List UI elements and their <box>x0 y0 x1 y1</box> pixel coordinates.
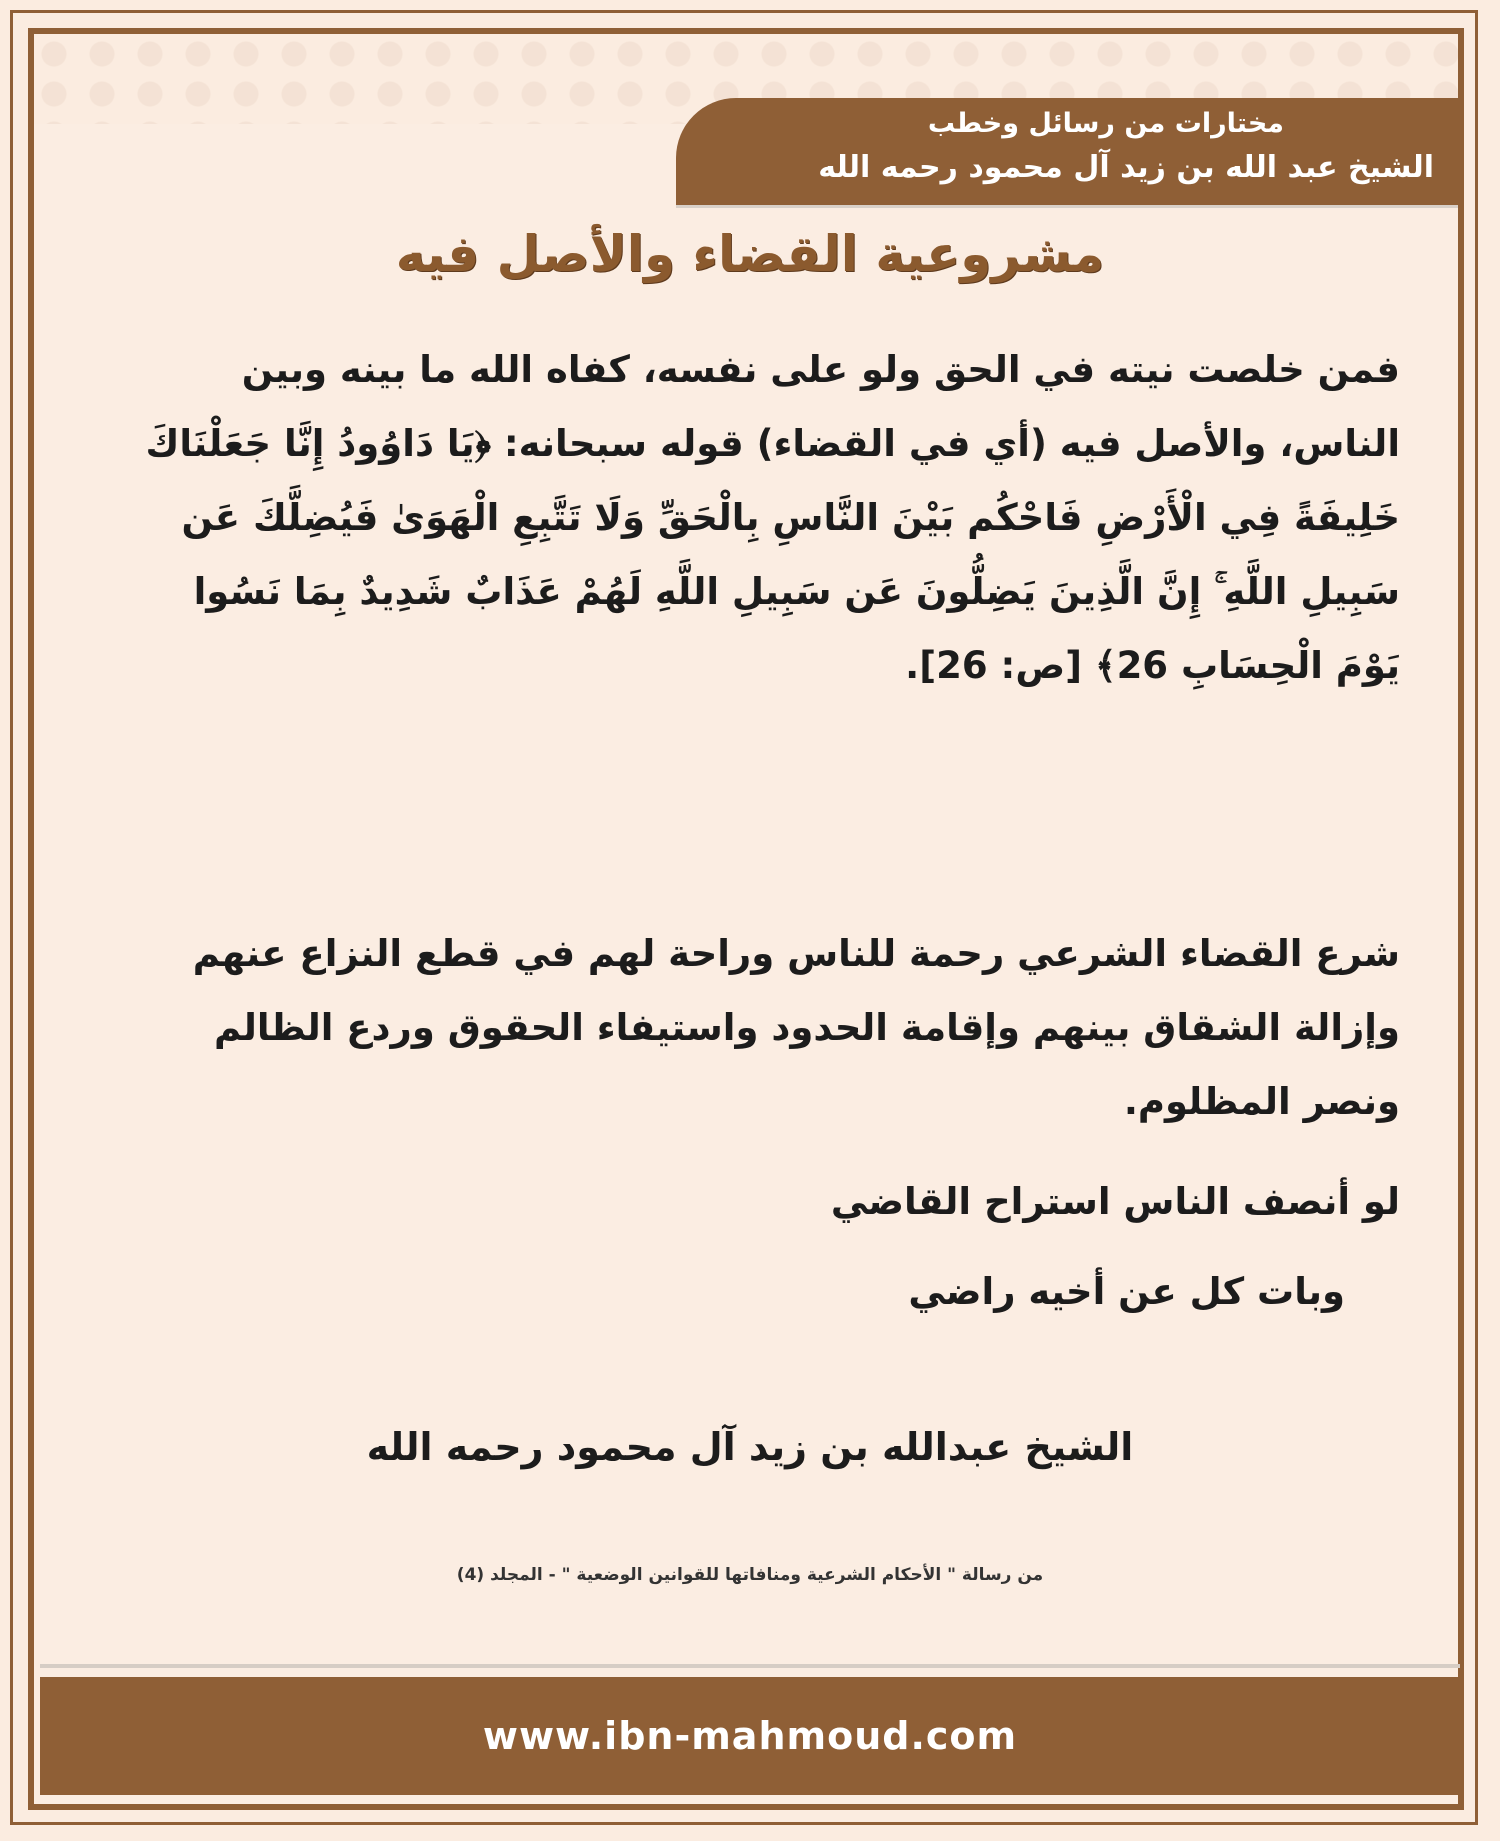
header-series-title: مختارات من رسائل وخطب <box>927 108 1284 139</box>
paragraph-purpose: شرع القضاء الشرعي رحمة للناس وراحة لهم في قطع النزاع عنهم وإزالة الشقاق بينهم وإقامة الحدود واستيفاء الحقوق وردع الظالم ونصر المظلوم. <box>192 932 1400 1123</box>
header-author: الشيخ عبد الله بن زيد آل محمود رحمه الله <box>818 150 1434 185</box>
page-title: مشروعية القضاء والأصل فيه <box>395 225 1105 283</box>
website-link[interactable]: www.ibn-mahmoud.com <box>482 1714 1018 1758</box>
source-citation: من رسالة " الأحكام الشرعية ومنافاتها للقوانين الوضعية " - المجلد (4) <box>456 1565 1044 1585</box>
author-signature: الشيخ عبدالله بن زيد آل محمود رحمه الله <box>366 1425 1134 1469</box>
poem-line-1: لو أنصف الناس استراح القاضي <box>830 1180 1400 1223</box>
header-banner <box>676 98 1458 205</box>
footer-bar <box>40 1677 1460 1795</box>
poem-line-2: وبات كل عن أخيه راضي <box>908 1270 1345 1313</box>
paragraph-intro: فمن خلصت نيته في الحق ولو على نفسه، كفاه الله ما بينه وبين الناس، والأصل فيه (أي في القضاء) قوله سبحانه: ﴿يَا دَاوُودُ إِنَّا جَعَلْنَاكَ خَلِيفَةً فِي الْأَرْضِ فَاحْكُم بَيْنَ النَّاسِ بِالْحَقِّ وَلَا تَتَّبِعِ الْهَوَىٰ فَيُضِلَّكَ عَن سَبِيلِ اللَّهِ ۚ إِنَّ الَّذِينَ يَضِلُّونَ عَن سَبِيلِ اللَّهِ لَهُمْ عَذَابٌ شَدِيدٌ بِمَا نَسُوا يَوْمَ الْحِسَابِ 26﴾ [ص: 26]. <box>145 348 1400 687</box>
footer-divider <box>40 1664 1460 1668</box>
